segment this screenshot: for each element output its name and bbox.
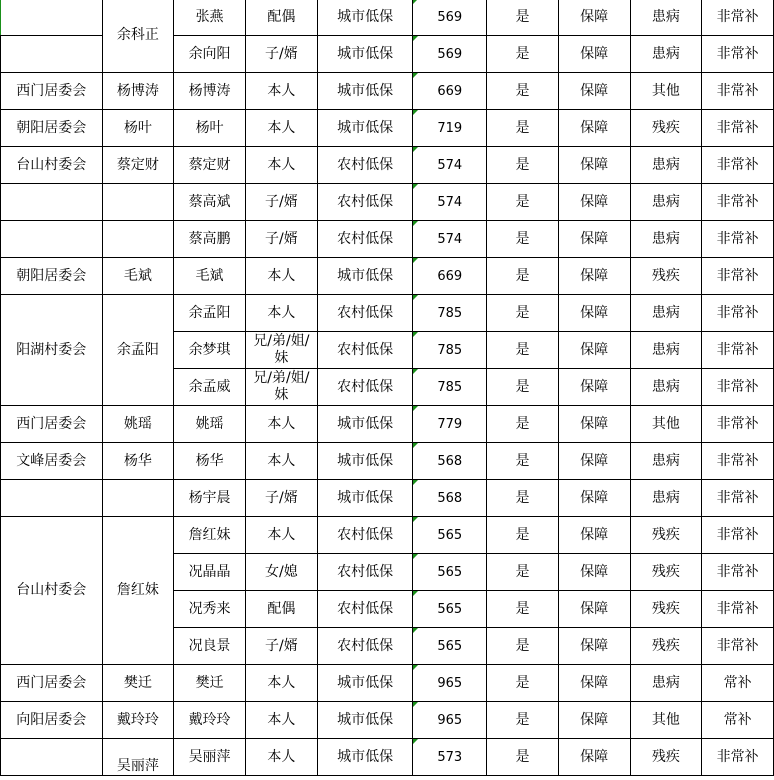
subsidy-cell[interactable]: 非常补: [702, 147, 774, 184]
flag-cell[interactable]: 是: [487, 258, 559, 295]
relation-cell[interactable]: 本人: [245, 295, 317, 332]
aid-type-cell[interactable]: 农村低保: [317, 554, 413, 591]
table-row: [1, 110, 774, 147]
aid-type-cell[interactable]: 城市低保: [317, 110, 413, 147]
member-name-cell[interactable]: 蔡定财: [174, 147, 246, 184]
flag-cell[interactable]: 是: [487, 591, 559, 628]
table-row: [1, 406, 774, 443]
aid-type-cell[interactable]: 城市低保: [317, 258, 413, 295]
relation-cell[interactable]: 配偶: [245, 591, 317, 628]
household-head-cell[interactable]: 吴丽萍: [102, 739, 174, 776]
relation-cell[interactable]: 本人: [245, 702, 317, 739]
condition-cell[interactable]: 患病: [630, 369, 702, 406]
subsidy-cell[interactable]: 非常补: [702, 258, 774, 295]
subsidy-cell[interactable]: 非常补: [702, 184, 774, 221]
category-cell[interactable]: 保障: [558, 110, 630, 147]
category-cell[interactable]: 保障: [558, 591, 630, 628]
unit-cell[interactable]: 朝阳居委会: [1, 110, 103, 147]
subsidy-cell[interactable]: 非常补: [702, 443, 774, 480]
table-row: [1, 665, 774, 702]
aid-type-cell[interactable]: 农村低保: [317, 628, 413, 665]
subsidy-cell[interactable]: 常补: [702, 702, 774, 739]
unit-cell[interactable]: 台山村委会: [1, 147, 103, 184]
condition-cell[interactable]: 患病: [630, 147, 702, 184]
condition-cell[interactable]: 患病: [630, 480, 702, 517]
aid-type-cell[interactable]: 农村低保: [317, 184, 413, 221]
unit-cell[interactable]: [1, 480, 103, 517]
category-cell[interactable]: 保障: [558, 443, 630, 480]
amount-cell[interactable]: 574: [413, 221, 487, 258]
flag-cell[interactable]: 是: [487, 702, 559, 739]
category-cell[interactable]: 保障: [558, 258, 630, 295]
unit-cell[interactable]: 阳湖村委会: [1, 295, 103, 406]
relation-cell[interactable]: 子/婿: [245, 36, 317, 73]
flag-cell[interactable]: 是: [487, 406, 559, 443]
table-row: [1, 517, 774, 554]
amount-cell[interactable]: 785: [413, 369, 487, 406]
relation-cell[interactable]: 女/媳: [245, 554, 317, 591]
amount-cell[interactable]: 568: [413, 443, 487, 480]
subsidy-cell[interactable]: 非常补: [702, 628, 774, 665]
member-name-cell[interactable]: 詹红妹: [174, 517, 246, 554]
condition-cell[interactable]: 残疾: [630, 628, 702, 665]
subsidy-cell[interactable]: 非常补: [702, 221, 774, 258]
aid-type-cell[interactable]: 城市低保: [317, 702, 413, 739]
member-name-cell[interactable]: 樊迁: [174, 665, 246, 702]
aid-type-cell[interactable]: 城市低保: [317, 36, 413, 73]
aid-type-cell[interactable]: 农村低保: [317, 332, 413, 369]
member-name-cell[interactable]: 余孟阳: [174, 295, 246, 332]
amount-cell[interactable]: 779: [413, 406, 487, 443]
subsidy-cell[interactable]: 常补: [702, 665, 774, 702]
member-name-cell[interactable]: 姚瑶: [174, 406, 246, 443]
table-row: [1, 184, 774, 221]
subsidy-cell[interactable]: 非常补: [702, 110, 774, 147]
aid-type-cell[interactable]: 农村低保: [317, 295, 413, 332]
category-cell[interactable]: 保障: [558, 295, 630, 332]
category-cell[interactable]: 保障: [558, 406, 630, 443]
table-row: [1, 702, 774, 739]
subsidy-cell[interactable]: 非常补: [702, 739, 774, 776]
aid-type-cell[interactable]: 城市低保: [317, 739, 413, 776]
amount-cell[interactable]: 669: [413, 258, 487, 295]
aid-type-cell[interactable]: 城市低保: [317, 73, 413, 110]
flag-cell[interactable]: 是: [487, 628, 559, 665]
relation-text: 兄/弟/姐/妹: [253, 333, 310, 366]
household-head-cell[interactable]: 樊迁: [102, 665, 174, 702]
amount-cell[interactable]: 719: [413, 110, 487, 147]
table-row: [1, 480, 774, 517]
amount-cell[interactable]: 573: [413, 739, 487, 776]
household-head-cell[interactable]: 余科正: [102, 0, 174, 73]
category-cell[interactable]: 保障: [558, 36, 630, 73]
member-name-cell[interactable]: 余孟威: [174, 369, 246, 406]
table-row: [1, 295, 774, 332]
flag-cell[interactable]: 是: [487, 480, 559, 517]
subsidy-cell[interactable]: 非常补: [702, 480, 774, 517]
household-head-cell[interactable]: 戴玲玲: [102, 702, 174, 739]
table-row: [1, 443, 774, 480]
household-head-cell[interactable]: 杨叶: [102, 110, 174, 147]
household-head-cell[interactable]: 詹红妹: [102, 517, 174, 665]
relation-cell[interactable]: [245, 332, 317, 369]
unit-cell[interactable]: 朝阳居委会: [1, 258, 103, 295]
relation-cell[interactable]: 本人: [245, 147, 317, 184]
member-name-cell[interactable]: 杨叶: [174, 110, 246, 147]
member-name-cell[interactable]: 余梦琪: [174, 332, 246, 369]
condition-cell[interactable]: 患病: [630, 0, 702, 36]
condition-cell[interactable]: 其他: [630, 406, 702, 443]
amount-cell[interactable]: 574: [413, 147, 487, 184]
amount-cell[interactable]: 669: [413, 73, 487, 110]
condition-cell[interactable]: 患病: [630, 665, 702, 702]
member-name-cell[interactable]: 毛斌: [174, 258, 246, 295]
condition-cell[interactable]: 残疾: [630, 554, 702, 591]
flag-cell[interactable]: 是: [487, 369, 559, 406]
member-name-cell[interactable]: 吴丽萍: [174, 739, 246, 776]
table-row: [1, 221, 774, 258]
household-head-cell[interactable]: [102, 221, 174, 258]
amount-cell[interactable]: 785: [413, 332, 487, 369]
condition-cell[interactable]: 其他: [630, 702, 702, 739]
subsidy-cell[interactable]: 非常补: [702, 332, 774, 369]
aid-type-cell[interactable]: 城市低保: [317, 480, 413, 517]
condition-cell[interactable]: 残疾: [630, 591, 702, 628]
aid-type-cell[interactable]: 城市低保: [317, 443, 413, 480]
relation-cell[interactable]: 子/婿: [245, 221, 317, 258]
amount-cell[interactable]: 965: [413, 665, 487, 702]
category-cell[interactable]: 保障: [558, 332, 630, 369]
household-head-cell[interactable]: 毛斌: [102, 258, 174, 295]
subsidy-cell[interactable]: 非常补: [702, 73, 774, 110]
amount-cell[interactable]: 569: [413, 36, 487, 73]
table-row: [1, 147, 774, 184]
condition-cell[interactable]: 残疾: [630, 110, 702, 147]
amount-cell[interactable]: 785: [413, 295, 487, 332]
category-cell[interactable]: 保障: [558, 739, 630, 776]
flag-cell[interactable]: 是: [487, 147, 559, 184]
subsidy-cell[interactable]: 非常补: [702, 36, 774, 73]
member-name-cell[interactable]: 况秀来: [174, 591, 246, 628]
aid-type-cell[interactable]: 农村低保: [317, 147, 413, 184]
member-name-cell[interactable]: 蔡高斌: [174, 184, 246, 221]
flag-cell[interactable]: 是: [487, 36, 559, 73]
condition-cell[interactable]: 残疾: [630, 517, 702, 554]
flag-cell[interactable]: 是: [487, 221, 559, 258]
condition-cell[interactable]: 患病: [630, 36, 702, 73]
member-name-cell[interactable]: 杨宇晨: [174, 480, 246, 517]
category-cell[interactable]: 保障: [558, 554, 630, 591]
condition-cell[interactable]: 患病: [630, 332, 702, 369]
relation-cell[interactable]: 本人: [245, 665, 317, 702]
flag-cell[interactable]: 是: [487, 110, 559, 147]
category-cell[interactable]: 保障: [558, 702, 630, 739]
unit-cell[interactable]: 西门居委会: [1, 665, 103, 702]
aid-type-cell[interactable]: 农村低保: [317, 591, 413, 628]
relation-cell[interactable]: 本人: [245, 406, 317, 443]
member-name-cell[interactable]: 蔡高鹏: [174, 221, 246, 258]
unit-cell[interactable]: [1, 36, 103, 73]
aid-type-cell[interactable]: 城市低保: [317, 665, 413, 702]
condition-cell[interactable]: 残疾: [630, 739, 702, 776]
category-cell[interactable]: 保障: [558, 73, 630, 110]
unit-cell[interactable]: 台山村委会: [1, 517, 103, 665]
household-head-cell[interactable]: 杨博涛: [102, 73, 174, 110]
amount-cell[interactable]: 568: [413, 480, 487, 517]
flag-cell[interactable]: 是: [487, 739, 559, 776]
amount-cell[interactable]: 565: [413, 517, 487, 554]
subsidy-cell[interactable]: 非常补: [702, 406, 774, 443]
aid-type-cell[interactable]: 城市低保: [317, 0, 413, 36]
member-name-cell[interactable]: 杨华: [174, 443, 246, 480]
amount-cell[interactable]: 565: [413, 554, 487, 591]
category-cell[interactable]: 保障: [558, 480, 630, 517]
subsidy-cell[interactable]: 非常补: [702, 369, 774, 406]
relation-cell[interactable]: 本人: [245, 110, 317, 147]
aid-type-cell[interactable]: 农村低保: [317, 221, 413, 258]
amount-cell[interactable]: 574: [413, 184, 487, 221]
unit-cell[interactable]: 文峰居委会: [1, 443, 103, 480]
amount-cell[interactable]: 565: [413, 591, 487, 628]
relation-cell[interactable]: 本人: [245, 443, 317, 480]
flag-cell[interactable]: 是: [487, 184, 559, 221]
flag-cell[interactable]: 是: [487, 0, 559, 36]
flag-cell[interactable]: 是: [487, 295, 559, 332]
member-name-cell[interactable]: 戴玲玲: [174, 702, 246, 739]
subsidy-cell[interactable]: 非常补: [702, 591, 774, 628]
category-cell[interactable]: 保障: [558, 665, 630, 702]
subsidy-cell[interactable]: 非常补: [702, 554, 774, 591]
relation-cell[interactable]: 子/婿: [245, 480, 317, 517]
member-name-cell[interactable]: 杨博涛: [174, 73, 246, 110]
member-name-cell[interactable]: 况良景: [174, 628, 246, 665]
household-head-cell[interactable]: 余孟阳: [102, 295, 174, 406]
category-cell[interactable]: 保障: [558, 517, 630, 554]
member-name-cell[interactable]: 张燕: [174, 0, 246, 36]
table-row: [1, 258, 774, 295]
unit-cell[interactable]: 西门居委会: [1, 73, 103, 110]
relation-text: 兄/弟/姐/妹: [253, 370, 310, 403]
unit-cell[interactable]: [1, 184, 103, 221]
relation-cell[interactable]: 子/婿: [245, 628, 317, 665]
relation-cell[interactable]: 本人: [245, 258, 317, 295]
amount-cell[interactable]: 965: [413, 702, 487, 739]
flag-cell[interactable]: 是: [487, 554, 559, 591]
unit-cell[interactable]: 西门居委会: [1, 406, 103, 443]
unit-cell[interactable]: [1, 221, 103, 258]
table-row: [1, 739, 774, 776]
table-row: [1, 0, 774, 36]
unit-cell[interactable]: 向阳居委会: [1, 702, 103, 739]
condition-cell[interactable]: 患病: [630, 443, 702, 480]
aid-type-cell[interactable]: 农村低保: [317, 517, 413, 554]
subsidy-cell[interactable]: 非常补: [702, 295, 774, 332]
relation-cell[interactable]: 本人: [245, 73, 317, 110]
condition-cell[interactable]: 患病: [630, 184, 702, 221]
flag-cell[interactable]: 是: [487, 443, 559, 480]
condition-cell[interactable]: 残疾: [630, 258, 702, 295]
relation-cell[interactable]: [245, 369, 317, 406]
amount-cell[interactable]: 569: [413, 0, 487, 36]
aid-type-cell[interactable]: 城市低保: [317, 406, 413, 443]
household-head-cell[interactable]: 杨华: [102, 443, 174, 480]
unit-cell[interactable]: [1, 739, 103, 776]
condition-cell[interactable]: 患病: [630, 221, 702, 258]
relation-cell[interactable]: 配偶: [245, 0, 317, 36]
unit-cell[interactable]: [1, 0, 103, 36]
member-name-cell[interactable]: 余向阳: [174, 36, 246, 73]
household-head-cell[interactable]: [102, 480, 174, 517]
flag-cell[interactable]: 是: [487, 665, 559, 702]
subsidy-cell[interactable]: 非常补: [702, 517, 774, 554]
category-cell[interactable]: 保障: [558, 147, 630, 184]
relation-cell[interactable]: 本人: [245, 739, 317, 776]
member-name-cell[interactable]: 况晶晶: [174, 554, 246, 591]
household-head-cell[interactable]: 蔡定财: [102, 147, 174, 184]
household-head-cell[interactable]: 姚瑶: [102, 406, 174, 443]
category-cell[interactable]: 保障: [558, 184, 630, 221]
category-cell[interactable]: 保障: [558, 369, 630, 406]
subsidy-cell[interactable]: 非常补: [702, 0, 774, 36]
amount-cell[interactable]: 565: [413, 628, 487, 665]
table-row: [1, 73, 774, 110]
relation-cell[interactable]: 子/婿: [245, 184, 317, 221]
flag-cell[interactable]: 是: [487, 517, 559, 554]
flag-cell[interactable]: 是: [487, 73, 559, 110]
category-cell[interactable]: 保障: [558, 628, 630, 665]
aid-type-cell[interactable]: 农村低保: [317, 369, 413, 406]
condition-cell[interactable]: 其他: [630, 73, 702, 110]
household-head-cell[interactable]: [102, 184, 174, 221]
relation-cell[interactable]: 本人: [245, 517, 317, 554]
category-cell[interactable]: 保障: [558, 0, 630, 36]
flag-cell[interactable]: 是: [487, 332, 559, 369]
condition-cell[interactable]: 患病: [630, 295, 702, 332]
category-cell[interactable]: 保障: [558, 221, 630, 258]
